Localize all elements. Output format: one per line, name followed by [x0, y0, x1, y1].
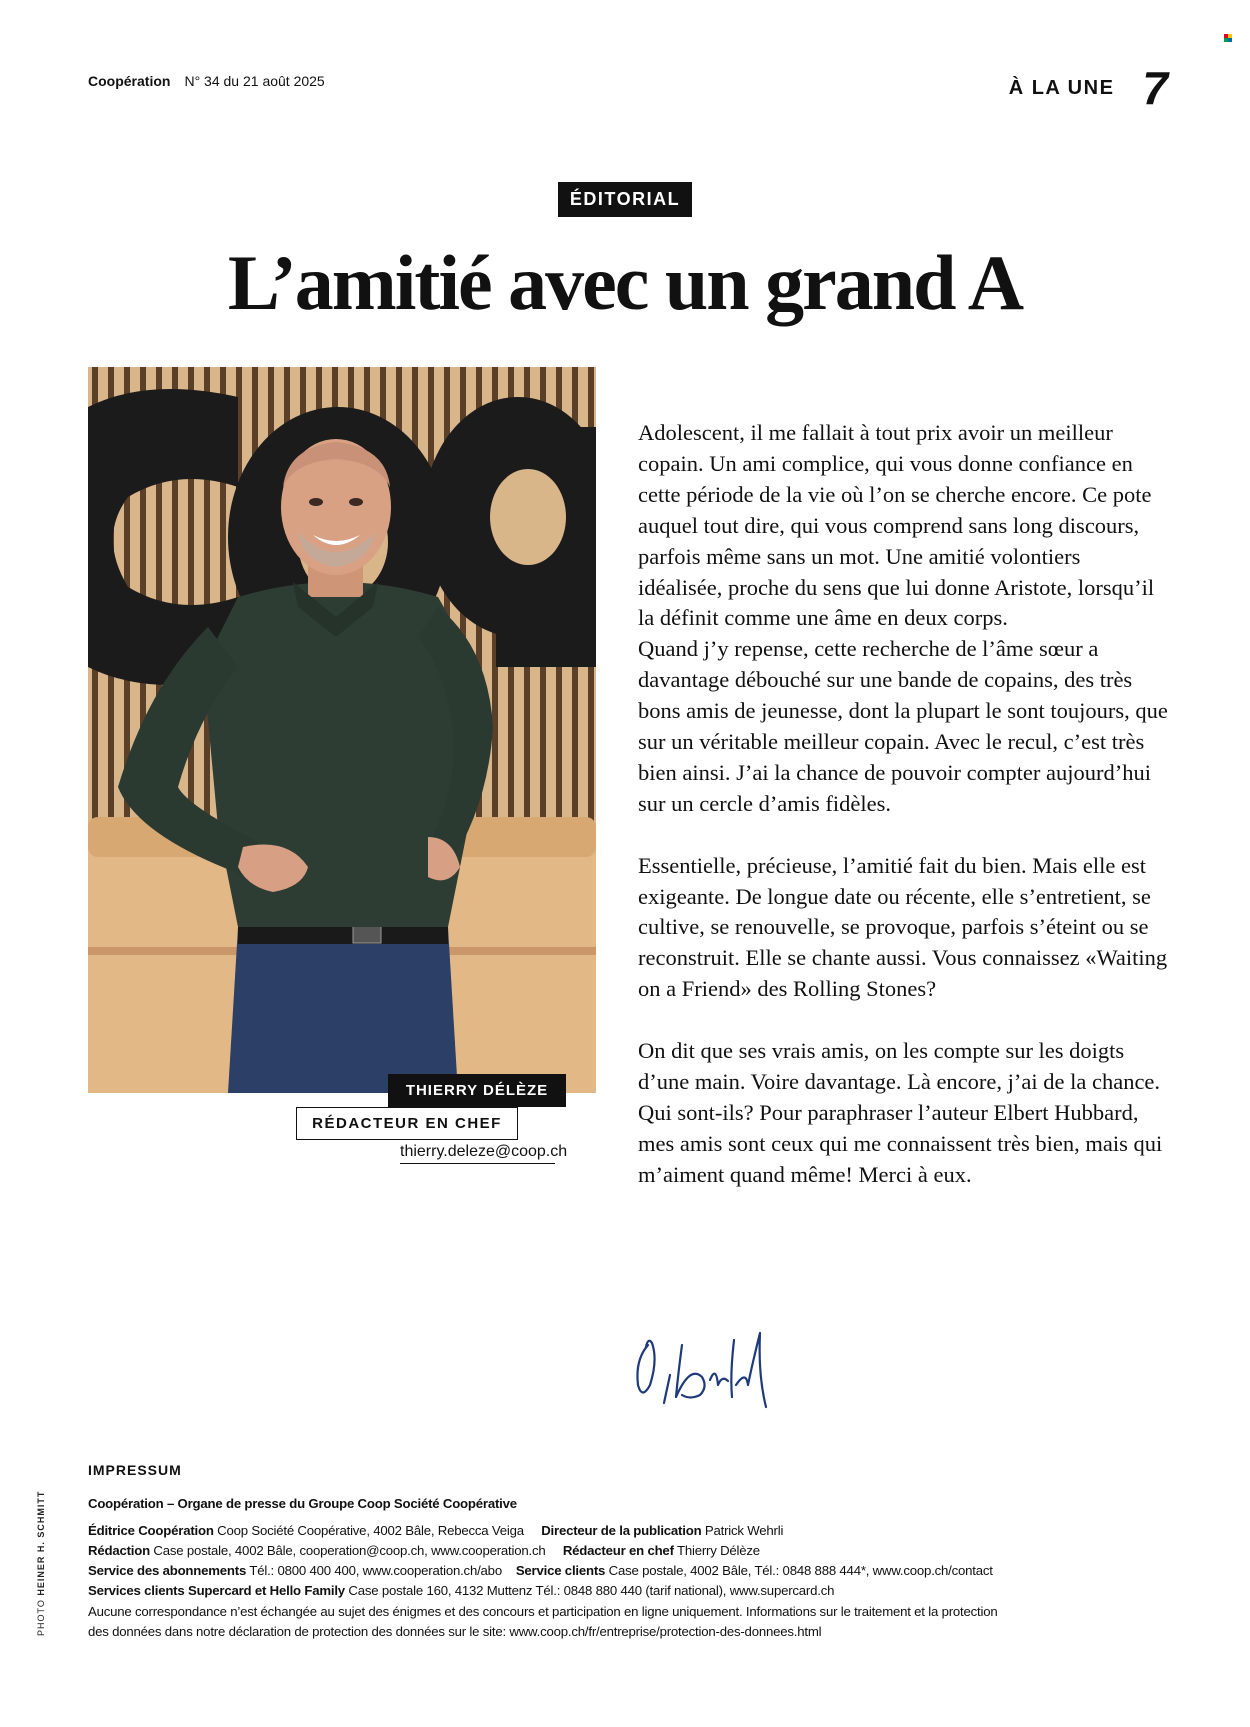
redaction-value: Case postale, 4002 Bâle, cooperation@coop.ch, www.cooperation.ch: [153, 1542, 546, 1558]
chief-label: Rédacteur en chef: [562, 1542, 674, 1558]
author-photo: [88, 367, 596, 1093]
impressum-line-supercard: [88, 1581, 1088, 1601]
impressum: [88, 1460, 1088, 1642]
subs-value: Tél.: 0800 400 400, www.cooperation.ch/abo: [249, 1563, 502, 1579]
headline: L’amitié avec un grand A: [227, 239, 1023, 326]
editor-value: Coop Société Coopérative, 4002 Bâle, Rebecca Veiga: [217, 1522, 524, 1538]
supercard-label: Services clients Supercard et Hello Family: [88, 1583, 345, 1599]
subs-label: Service des abonnements: [88, 1563, 247, 1579]
header-meta: [88, 73, 325, 89]
org-description: – Organe de presse du Groupe Coop Société Coopérative: [166, 1496, 517, 1512]
photo-credit: [36, 1491, 46, 1636]
article-body: [638, 418, 1168, 1191]
publication-name: Coopération: [88, 73, 171, 89]
chief-value: Thierry Délèze: [677, 1542, 760, 1558]
impressum-line-redaction: [88, 1541, 1088, 1561]
article-paragraph-1: Adolescent, il me fallait à tout prix avoir un meilleur copain. Un ami complice, qui vous donne confiance en cette période de la vie où l’on se cherche encore. Ce pote auquel tout dire, qui vous comprend sans long discours, parfois même sans un mot. Une amitié volontiers idéalisée, proche du sens que lui donne Aristote, lorsqu’il la définit comme une âme en deux corps.: [638, 420, 1155, 631]
page-number: 7: [1142, 62, 1168, 114]
impressum-line-editor: [88, 1521, 1088, 1541]
editor-label: Éditrice Coopération: [88, 1522, 214, 1538]
impressum-notice-1: Aucune correspondance n’est échangée au sujet des énigmes et des concours et participation en ligne uniquement. Informations sur le traitement et la protection: [88, 1603, 998, 1619]
header-section: [1008, 62, 1168, 114]
supercard-value: Case postale 160, 4132 Muttenz Tél.: 0848 880 440 (tarif national), www.supercard.ch: [348, 1583, 835, 1599]
impressum-org: [88, 1494, 1088, 1514]
photo-credit-name: HEINER H. SCHMITT: [36, 1490, 46, 1596]
impressum-notice-2: des données dans notre déclaration de protection des données sur le site: www.coop.ch/fr/entreprise/protection-des-donnees.html: [88, 1624, 822, 1640]
author-name: THIERRY DÉLÈZE: [388, 1074, 566, 1107]
impressum-line-services: [88, 1561, 1088, 1581]
kicker: [0, 182, 1250, 217]
author-email-link[interactable]: thierry.deleze@coop.ch: [400, 1143, 555, 1164]
redaction-label: Rédaction: [88, 1542, 150, 1558]
clients-value: Case postale, 4002 Bâle, Tél.: 0848 888 444*, www.coop.ch/contact: [608, 1563, 993, 1579]
section-label: À LA UNE: [1008, 76, 1115, 99]
clients-label: Service clients: [515, 1563, 606, 1579]
article-paragraph-2: Quand j’y repense, cette recherche de l’âme sœur a davantage débouché sur une bande de copains, des très bons amis de jeunesse, dont la plupart le sont toujours, que sur un véritable meilleur copain. Avec le recul, c’est très bien ainsi. J’ai la chance de pouvoir compter aujourd’hui sur un cercle d’amis fidèles.: [638, 636, 1168, 816]
signature-icon: [630, 1325, 780, 1410]
article-paragraph-3: Essentielle, précieuse, l’amitié fait du bien. Mais elle est exigeante. De longue date ou récente, elle s’entretient, se cultive, se renouvelle, se provoque, parfois s’éteint ou se reconstruit. Elle se chante aussi. Vous connaissez «Waiting on a Friend» des Rolling Stones?: [638, 852, 1168, 1002]
article-paragraph-4: On dit que ses vrais amis, on les compte sur les doigts d’une main. Voire davantage. Là encore, j’ai de la chance. Qui sont-ils? Pour paraphraser l’auteur Elbert Hubbard, mes amis sont ceux qui me connaissent très bien, mais qui m’aiment quand même! Merci à eux.: [638, 1038, 1163, 1187]
kicker-label: ÉDITORIAL: [558, 182, 692, 217]
print-color-mark: [1224, 34, 1232, 42]
author-role: RÉDACTEUR EN CHEF: [296, 1107, 518, 1140]
issue-info: N° 34 du 21 août 2025: [184, 73, 325, 89]
impressum-title: IMPRESSUM: [88, 1462, 182, 1478]
portrait-photo-icon: [88, 367, 596, 1093]
photo-credit-label: PHOTO: [36, 1599, 46, 1636]
org-name: Coopération: [88, 1496, 164, 1512]
director-label: Directeur de la publication: [541, 1522, 702, 1538]
director-value: Patrick Wehrli: [704, 1522, 784, 1538]
